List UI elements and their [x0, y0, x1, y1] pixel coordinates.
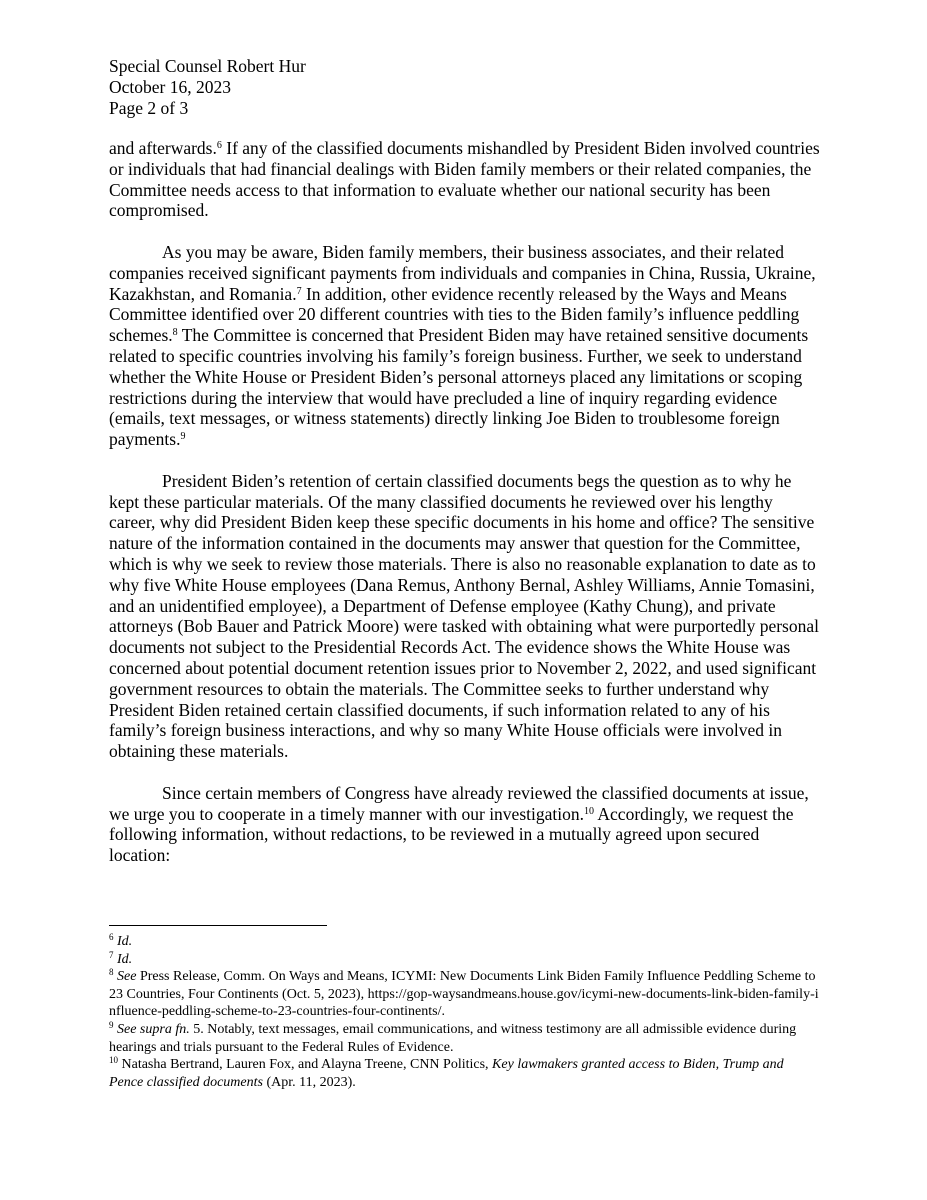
- footnote-10: $^{10}$ Natasha Bertrand, Lauren Fox, and Alayna Treene, CNN Politics, Key lawmakers granted access to Biden, Trump and Pence classified documents (Apr. 11, 2023).: [109, 1055, 784, 1090]
- footnote-ref-7: 7: [296, 285, 302, 297]
- footnote-8-link[interactable]: https://gop-waysandmeans.house.gov/icymi-new-documents-link-biden-family-influence-peddling-scheme-to-23-countries-four-continents/.: [109, 986, 819, 1020]
- footnote-ref-10: 10: [583, 805, 594, 817]
- footnotes: [109, 933, 821, 1091]
- footnote-9: $^9$ See supra fn. 5. Notably, text messages, email communications, and witness testimony are all admissible evidence during hearings and trials pursuant to the Federal Rules of Evidence.: [109, 1019, 797, 1055]
- footnote-ref-6: 6: [216, 140, 222, 151]
- page-number: Page 2 of 3: [109, 98, 189, 118]
- paragraph-4: Since certain members of Congress have already reviewed the classified documents at issue, we urge you to cooperate in a timely manner with our investigation.$^{10}$ Accordingly, we request the following information, without redactions, to be reviewed in a mutually agreed upon secured location:: [109, 782, 809, 866]
- letter-body: [109, 138, 821, 887]
- paragraph-3: President Biden’s retention of certain classified documents begs the question as to why he kept these particular materials. Of the many classified documents he reviewed over his lengthy career, why did President Biden keep these specific documents in his home and office? The sensitive nature of the information contained in the documents may answer that question for the Committee, which is why we seek to review those materials. There is also no reasonable explanation to date as to why five White House employees (Dana Remus, Anthony Bernal, Ashley Williams, Annie Tomasini, and an unidentified employee), a Department of Defense employee (Kathy Chung), and private attorneys (Bob Bauer and Patrick Moore) were tasked with obtaining what were purportedly personal documents not subject to the Presidential Records Act. The evidence shows the White House was concerned about potential document retention issues prior to November 2, 2022, and used significant government resources to obtain the materials. The Committee seeks to further understand why President Biden retained certain classified documents, if such information related to any of his family’s foreign business interactions, and why so many White House officials were involved in obtaining these materials.: [109, 470, 819, 762]
- footnote-ref-8: 8: [172, 327, 178, 339]
- paragraph-1: and afterwards.$^6$ If any of the classified documents mishandled by President Biden involved countries or individuals that had financial dealings with Biden family members or their related companies, the Committee needs access to that information to evaluate whether our national security has been compromised.: [109, 138, 820, 221]
- footnote-6: $^6$ Id.: [109, 932, 133, 949]
- letter-header: [109, 56, 306, 119]
- paragraph-2: As you may be aware, Biden family members, their business associates, and their related companies received significant payments from individuals and companies in China, Russia, Ukraine, Kazakhstan, and Romania.$^7$ In addition, other evidence recently released by the Ways and Means Committee identified over 20 different countries with ties to the Biden family’s influence peddling schemes.$^8$ The Committee is concerned that President Biden may have retained sensitive documents related to specific countries involving his family’s foreign business. Further, we seek to understand whether the White House or President Biden’s personal attorneys placed any limitations or scoping restrictions during the interview that would have precluded a line of inquiry regarding evidence (emails, text messages, or witness statements) directly linking Joe Biden to troublesome foreign payments.$^9$: [109, 241, 816, 450]
- footnote-divider: [109, 925, 327, 926]
- recipient-line: Special Counsel Robert Hur: [109, 56, 306, 76]
- footnote-8: $^8$ See Press Release, Comm. On Ways and Means, ICYMI: New Documents Link Biden Family Influence Peddling Scheme to 23 Countries, Four Continents (Oct. 5, 2023), https://gop-waysandmeans.house.gov/icymi-new-documents-link-biden-family-influence-peddling-scheme-to-23-countries-four-continents/.: [109, 967, 819, 1020]
- footnote-7: $^7$ Id.: [109, 949, 133, 967]
- footnote-ref-9: 9: [180, 431, 186, 443]
- date-line: October 16, 2023: [109, 77, 231, 97]
